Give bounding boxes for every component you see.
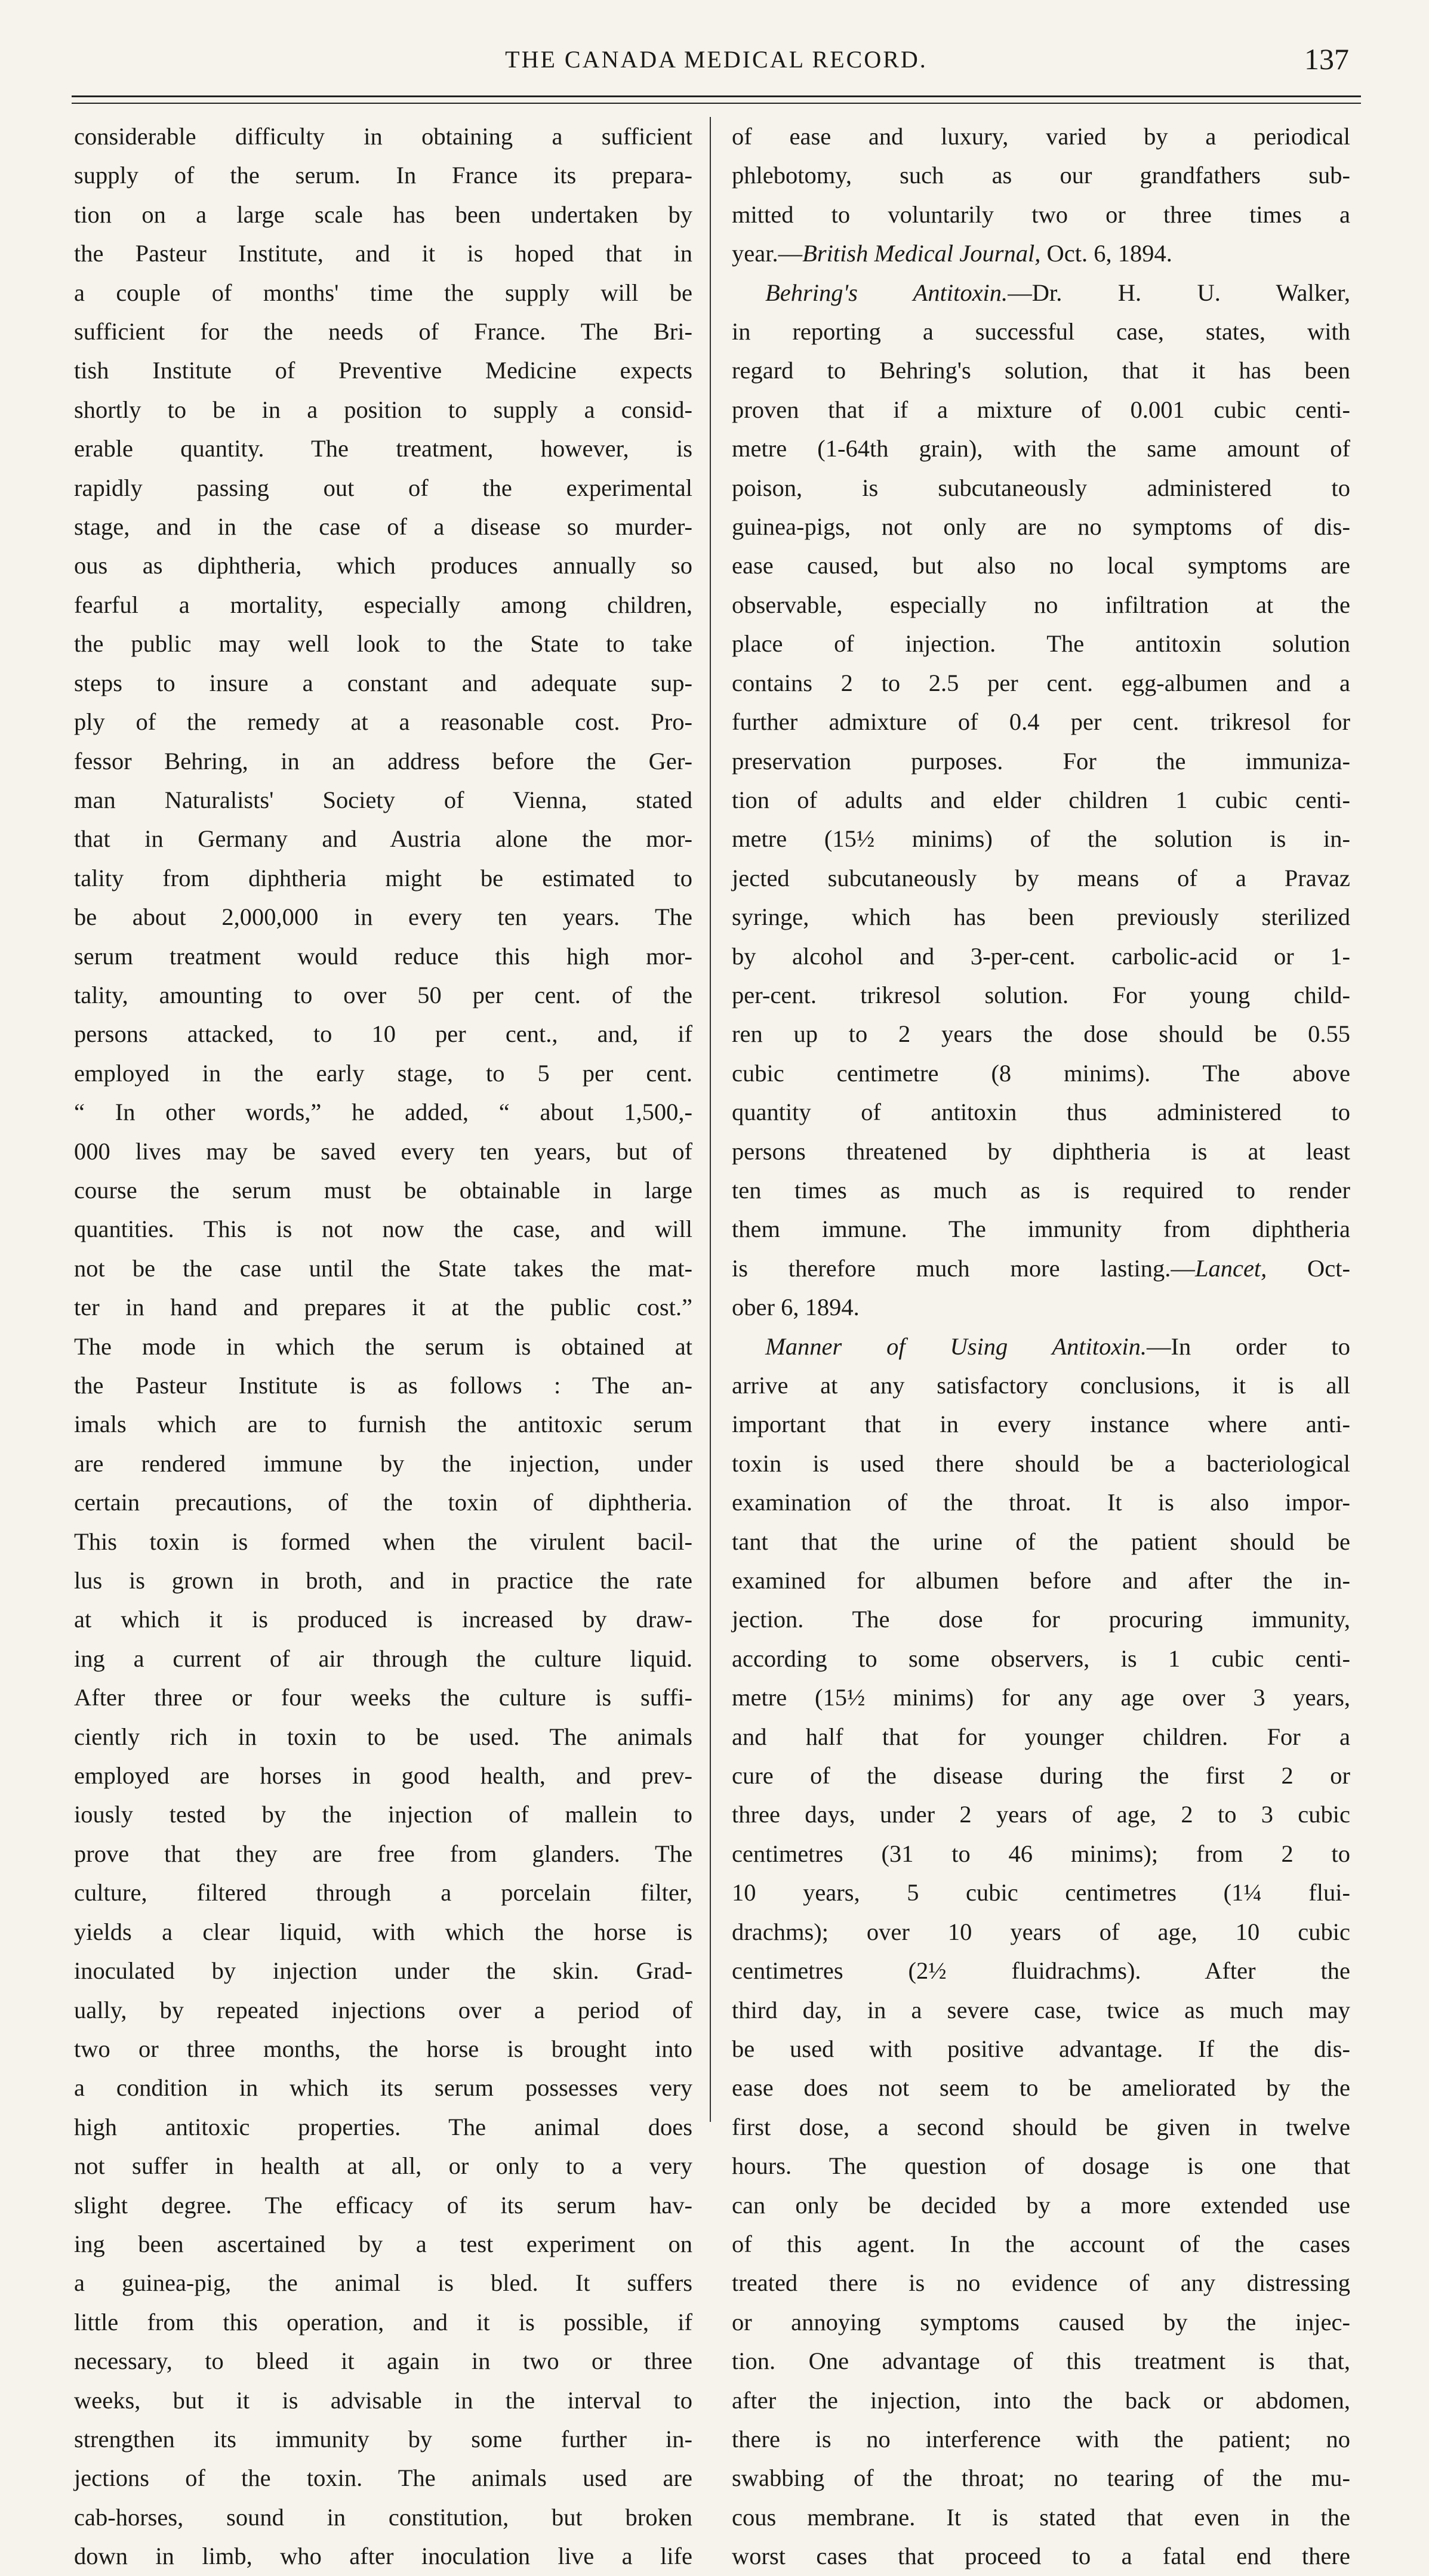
text-line: This toxin is formed when the virulent bacil- [74, 1528, 692, 1555]
text-line: considerable difficulty in obtaining a sufficient [74, 123, 692, 150]
text-line: centimetres (2½ fluidrachms). After the [732, 1957, 1350, 1985]
text-line: cous membrane. It is stated that even in the [732, 2503, 1350, 2531]
text-line: jected subcutaneously by means of a Pravaz [732, 864, 1350, 891]
text-line: culture, filtered through a porcelain filter, [74, 1879, 692, 1906]
text-line: stage, and in the case of a disease so murder- [74, 513, 692, 541]
text-line: yields a clear liquid, with which the horse is [74, 1918, 692, 1945]
text-line: jections of the toxin. The animals used are [74, 2464, 692, 2492]
running-header [72, 42, 1361, 90]
header-rule-thin [72, 103, 1361, 104]
text-line: ren up to 2 years the dose should be 0.55 [732, 1020, 1350, 1048]
citation-line [732, 234, 1350, 273]
text-line: tant that the urine of the patient should be [732, 1528, 1350, 1555]
paragraph-heading-line [732, 1327, 1350, 1366]
heading-continuation: —In order to [1147, 1332, 1350, 1360]
text-line: observable, especially no infiltration at the [732, 591, 1350, 618]
text-line: per-cent. trikresol solution. For young child- [732, 981, 1350, 1008]
text-line: employed in the early stage, to 5 per cent. [74, 1059, 692, 1087]
text-line: not suffer in health at all, or only to a very [74, 2152, 692, 2180]
text-line: rapidly passing out of the experimental [74, 474, 692, 501]
text-line: of ease and luxury, varied by a periodical [732, 123, 1350, 150]
text-line: jection. The dose for procuring immunity, [732, 1606, 1350, 1633]
left-column [74, 117, 692, 2570]
text-line: necessary, to bleed it again in two or three [74, 2347, 692, 2375]
text-line: steps to insure a constant and adequate sup- [74, 669, 692, 696]
heading-continuation: —Dr. H. U. Walker, [1008, 279, 1350, 306]
right-column [732, 117, 1351, 2570]
text-line: ter in hand and prepares it at the public cost.” [74, 1294, 692, 1321]
text-line: at which it is produced is increased by draw- [74, 1606, 692, 1633]
text-line: fessor Behring, in an address before the Ger- [74, 747, 692, 775]
text-line: that in Germany and Austria alone the mor- [74, 825, 692, 853]
text-line: ing a current of air through the culture liquid. [74, 1645, 692, 1672]
text-line: poison, is subcutaneously administered to [732, 474, 1350, 501]
text-line: be used with positive advantage. If the dis- [732, 2035, 1350, 2062]
text-line: a condition in which its serum possesses very [74, 2074, 692, 2102]
text-line: the public may well look to the State to take [74, 630, 692, 658]
text-line: toxin is used there should be a bacteriological [732, 1449, 1350, 1477]
paragraph-manner [732, 1366, 1350, 2576]
text-line: metre (15½ minims) for any age over 3 years, [732, 1684, 1350, 1711]
text-line: After three or four weeks the culture is suffi- [74, 1684, 692, 1711]
text-line: not be the case until the State takes the mat- [74, 1254, 692, 1282]
text-line: guinea-pigs, not only are no symptoms of dis- [732, 513, 1350, 541]
running-title: THE CANADA MEDICAL RECORD. [505, 46, 928, 73]
text-line: erable quantity. The treatment, however, is [74, 435, 692, 462]
text-line: three days, under 2 years of age, 2 to 3 cubic [732, 1801, 1350, 1828]
text-line: “ In other words,” he added, “ about 1,500,- [74, 1099, 692, 1126]
text-line: employed are horses in good health, and prev- [74, 1762, 692, 1790]
text-line: ually, by repeated injections over a period of [74, 1996, 692, 2023]
text-line: mitted to voluntarily two or three times a [732, 200, 1350, 228]
page-number: 137 [1304, 42, 1349, 76]
text-line: persons attacked, to 10 per cent., and, if [74, 1020, 692, 1048]
text-line: in reporting a successful case, states, with [732, 318, 1350, 345]
text-line: fearful a mortality, especially among children, [74, 591, 692, 618]
text-line: arrive at any satisfactory conclusions, it is all [732, 1372, 1350, 1399]
text-line: imals which are to furnish the antitoxic serum [74, 1411, 692, 1438]
citation-date: Oct. 6, 1894. [1040, 240, 1172, 267]
text-line: examined for albumen before and after the in- [732, 1567, 1350, 1594]
text-line: The mode in which the serum is obtained at [74, 1332, 692, 1360]
text-line: tion. One advantage of this treatment is that, [732, 2347, 1350, 2375]
section-heading: Behring's Antitoxin. [765, 279, 1008, 306]
text-line: cubic centimetre (8 minims). The above [732, 1059, 1350, 1087]
text-line: centimetres (31 to 46 minims); from 2 to [732, 1840, 1350, 1867]
citation-prefix: year.— [732, 240, 803, 267]
text-line: preservation purposes. For the immuniza- [732, 747, 1350, 775]
text-line: tish Institute of Preventive Medicine expects [74, 357, 692, 384]
text-line: cure of the disease during the first 2 or [732, 1762, 1350, 1790]
text-line: weeks, but it is advisable in the interval to [74, 2386, 692, 2414]
paragraph-continuation [732, 117, 1350, 234]
column-divider [710, 117, 711, 2122]
section-heading: Manner of Using Antitoxin. [765, 1332, 1147, 1360]
citation-line [732, 1249, 1350, 1288]
text-line: lus is grown in broth, and in practice the rate [74, 1567, 692, 1594]
text-line: serum treatment would reduce this high mor- [74, 942, 692, 970]
text-line: tality, amounting to over 50 per cent. of the [74, 981, 692, 1008]
text-line: metre (1-64th grain), with the same amount of [732, 435, 1350, 462]
text-line: them immune. The immunity from diphtheria [732, 1215, 1350, 1243]
text-line: quantities. This is not now the case, and will [74, 1215, 692, 1243]
text-line: certain precautions, of the toxin of diphtheria. [74, 1489, 692, 1516]
text-line: hours. The question of dosage is one that [732, 2152, 1350, 2180]
citation-source: Lancet, [1194, 1254, 1267, 1282]
text-line: or annoying symptoms caused by the injec- [732, 2308, 1350, 2336]
text-line: be about 2,000,000 in every ten years. The [74, 903, 692, 931]
text-line: ease caused, but also no local symptoms are [732, 552, 1350, 579]
text-line: ten times as much as is required to render [732, 1176, 1350, 1204]
citation-date: Oct- [1267, 1254, 1351, 1282]
text-line: according to some observers, is 1 cubic centi- [732, 1645, 1350, 1672]
text-line: the Pasteur Institute is as follows : The an- [74, 1372, 692, 1399]
text-line: two or three months, the horse is brought into [74, 2035, 692, 2062]
text-line: important that in every instance where anti- [732, 1411, 1350, 1438]
text-line: phlebotomy, such as our grandfathers sub- [732, 162, 1350, 189]
text-line: the Pasteur Institute, and it is hoped that in [74, 240, 692, 267]
text-line: and half that for younger children. For a [732, 1723, 1350, 1750]
citation-date-line: ober 6, 1894. [732, 1294, 860, 1321]
text-line: worst cases that proceed to a fatal end there [732, 2543, 1350, 2570]
citation-source: British Medical Journal, [802, 240, 1041, 267]
text-line: there is no interference with the patient; no [732, 2425, 1350, 2452]
text-line: shortly to be in a position to supply a consid- [74, 396, 692, 423]
text-line: ing been ascertained by a test experiment on [74, 2230, 692, 2257]
text-line: of this agent. In the account of the cases [732, 2230, 1350, 2257]
text-line: are rendered immune by the injection, under [74, 1449, 692, 1477]
text-line: ease does not seem to be ameliorated by the [732, 2074, 1350, 2102]
text-line: regard to Behring's solution, that it has been [732, 357, 1350, 384]
text-line: 000 lives may be saved every ten years, but of [74, 1137, 692, 1165]
text-line: third day, in a severe case, twice as much may [732, 1996, 1350, 2023]
text-line: tion on a large scale has been undertaken by [74, 200, 692, 228]
citation-prefix: is therefore much more lasting.— [732, 1254, 1195, 1282]
text-line: 10 years, 5 cubic centimetres (1¼ flui- [732, 1879, 1350, 1906]
text-line: sufficient for the needs of France. The Bri- [74, 318, 692, 345]
text-line: metre (15½ minims) of the solution is in- [732, 825, 1350, 853]
text-line: course the serum must be obtainable in large [74, 1176, 692, 1204]
text-line: first dose, a second should be given in twelve [732, 2113, 1350, 2140]
text-line: little from this operation, and it is possible, if [74, 2308, 692, 2336]
text-line: cab-horses, sound in constitution, but broken [74, 2503, 692, 2531]
header-rule-thick [72, 95, 1361, 97]
text-line: supply of the serum. In France its prepara- [74, 162, 692, 189]
text-line: drachms); over 10 years of age, 10 cubic [732, 1918, 1350, 1945]
text-line: examination of the throat. It is also impor- [732, 1489, 1350, 1516]
text-line: tion of adults and elder children 1 cubic centi- [732, 786, 1350, 813]
text-line: a guinea-pig, the animal is bled. It suffers [74, 2269, 692, 2297]
text-line: ply of the remedy at a reasonable cost. Pro- [74, 708, 692, 736]
text-line: prove that they are free from glanders. The [74, 1840, 692, 1867]
text-line: strengthen its immunity by some further in- [74, 2425, 692, 2452]
text-line: treated there is no evidence of any distressing [732, 2269, 1350, 2297]
text-line: quantity of antitoxin thus administered to [732, 1099, 1350, 1126]
text-line: inoculated by injection under the skin. Grad- [74, 1957, 692, 1985]
text-line: iously tested by the injection of mallein to [74, 1801, 692, 1828]
text-line: man Naturalists' Society of Vienna, stated [74, 786, 692, 813]
text-line: swabbing of the throat; no tearing of the mu- [732, 2464, 1350, 2492]
text-line: ous as diphtheria, which produces annually so [74, 552, 692, 579]
text-line: slight degree. The efficacy of its serum hav- [74, 2191, 692, 2219]
paragraph-behring [732, 312, 1350, 1249]
text-line: syringe, which has been previously sterilized [732, 903, 1350, 931]
text-line: tality from diphtheria might be estimated to [74, 864, 692, 891]
text-line: can only be decided by a more extended use [732, 2191, 1350, 2219]
text-line: place of injection. The antitoxin solution [732, 630, 1350, 658]
text-line: ciently rich in toxin to be used. The animals [74, 1723, 692, 1750]
text-line: a couple of months' time the supply will be [74, 279, 692, 306]
text-line: persons threatened by diphtheria is at least [732, 1137, 1350, 1165]
text-line: down in limb, who after inoculation live a life [74, 2543, 692, 2570]
paragraph-heading-line [732, 273, 1350, 312]
text-line: further admixture of 0.4 per cent. trikresol for [732, 708, 1350, 736]
text-line: by alcohol and 3-per-cent. carbolic-acid or 1- [732, 942, 1350, 970]
text-line: high antitoxic properties. The animal does [74, 2113, 692, 2140]
text-line: proven that if a mixture of 0.001 cubic centi- [732, 396, 1350, 423]
text-line: contains 2 to 2.5 per cent. egg-albumen and a [732, 669, 1350, 696]
text-line: after the injection, into the back or abdomen, [732, 2386, 1350, 2414]
